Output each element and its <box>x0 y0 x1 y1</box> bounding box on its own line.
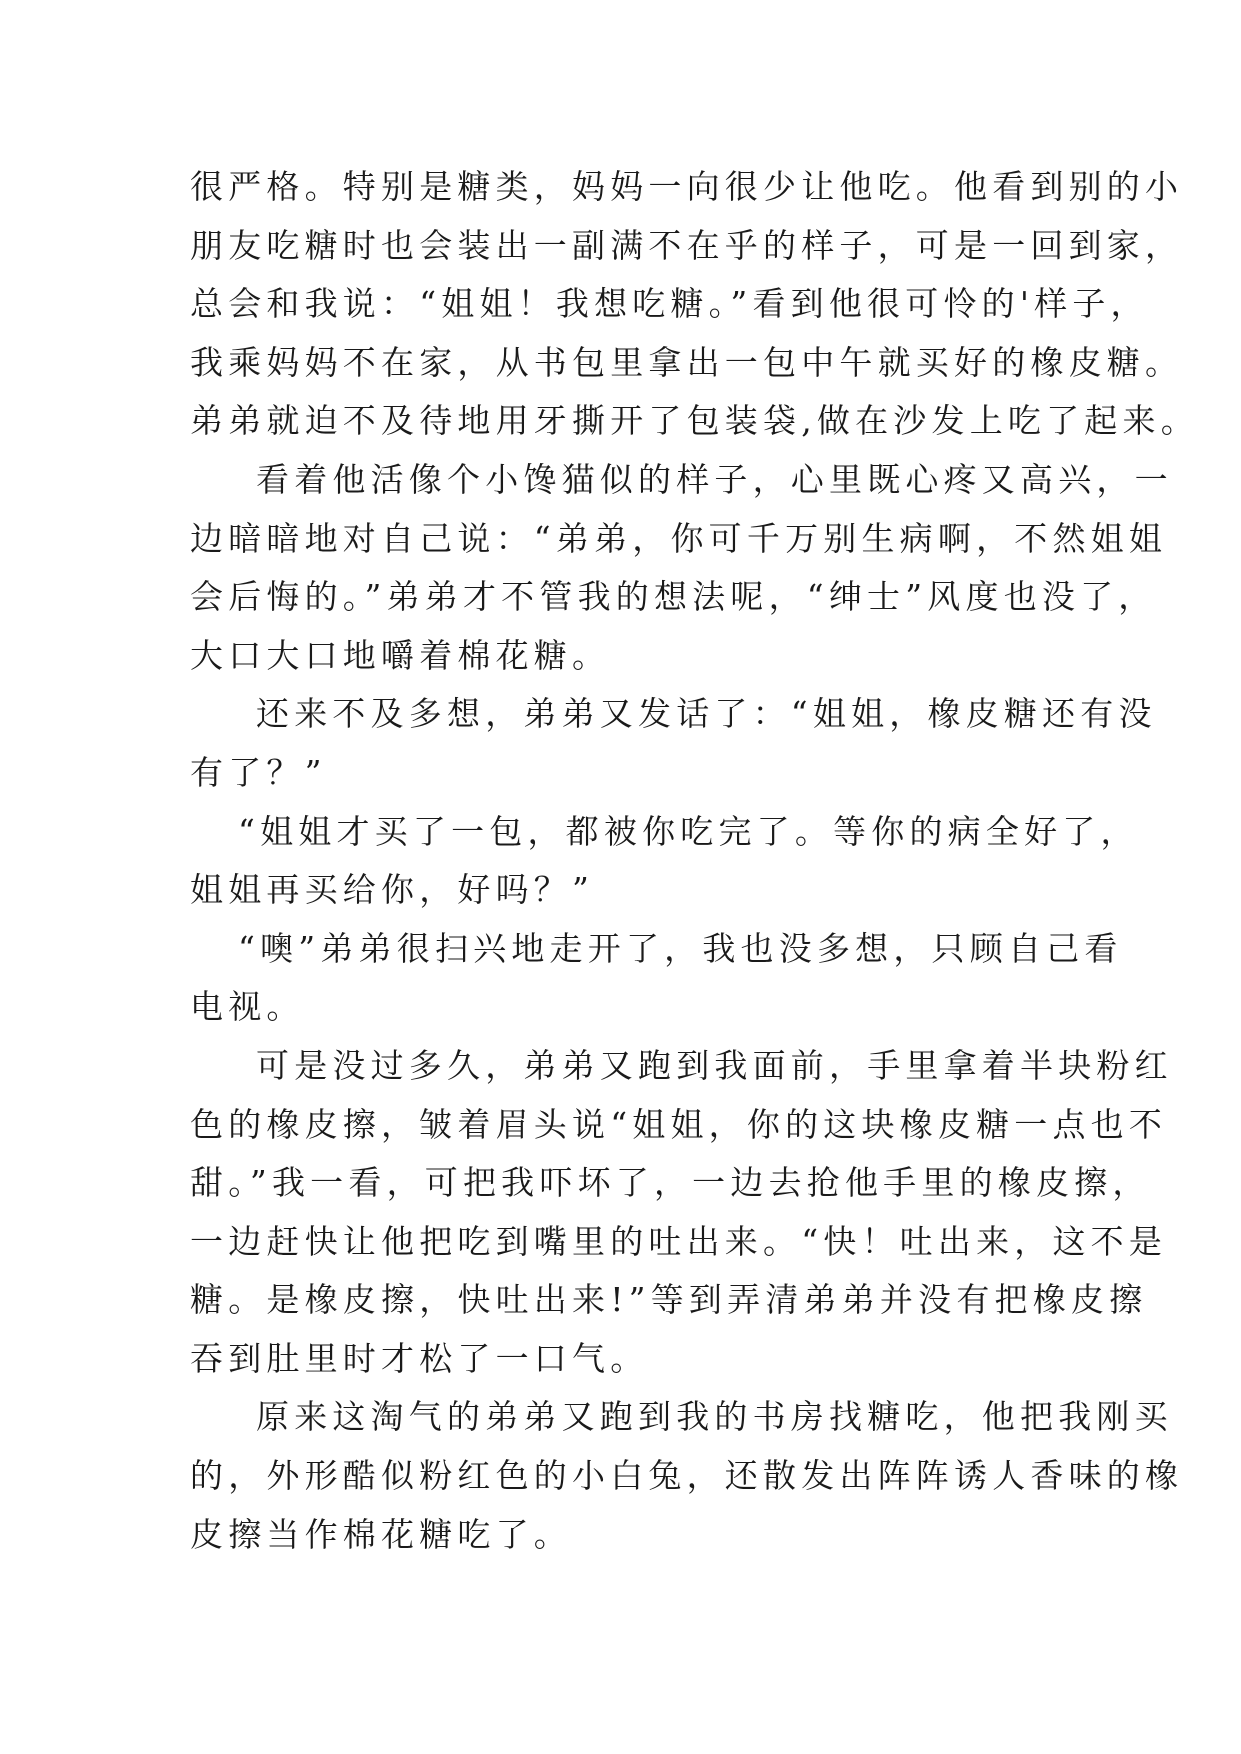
text-line: 一边赶快让他把吃到嘴里的吐出来。“快！吐出来，这不是 <box>190 1221 1168 1261</box>
text-line: 弟弟就迫不及待地用牙撕开了包装袋,做在沙发上吃了起来。 <box>190 401 1199 441</box>
text-line: 的，外形酷似粉红色的小白兔，还散发出阵阵诱人香味的橡 <box>190 1456 1184 1496</box>
paragraph-first-line: 看着他活像个小馋猫似的样子，心里既心疼又高兴，一 <box>256 459 1173 499</box>
text-line: 边暗暗地对自己说：“弟弟，你可千万别生病啊，不然姐姐 <box>190 518 1168 558</box>
text-line: 朋友吃糖时也会装出一副满不在乎的样子，可是一回到家， <box>190 225 1184 265</box>
text-line: 我乘妈妈不在家，从书包里拿出一包中午就买好的橡皮糖。 <box>190 342 1184 382</box>
text-line: 皮擦当作棉花糖吃了。 <box>190 1514 572 1554</box>
text-line: 色的橡皮擦，皱着眉头说“姐姐，你的这块橡皮糖一点也不 <box>190 1104 1168 1144</box>
document-body <box>190 158 1199 1564</box>
paragraph-first-line: 还来不及多想，弟弟又发话了：“姐姐，橡皮糖还有没 <box>256 694 1157 734</box>
paragraph-first-line: 原来这淘气的弟弟又跑到我的书房找糖吃，他把我刚买 <box>256 1397 1173 1437</box>
text-line: 电视。 <box>190 987 305 1027</box>
text-line: 姐姐再买给你，好吗？” <box>190 870 595 910</box>
text-line: 糖。是橡皮擦，快吐出来!”等到弄清弟弟并没有把橡皮擦 <box>190 1280 1148 1320</box>
paragraph-first-line: “噢”弟弟很扫兴地走开了，我也没多想，只顾自己看 <box>238 928 1123 968</box>
text-line: 甜。”我一看，可把我吓坏了，一边去抢他手里的橡皮擦， <box>190 1163 1151 1203</box>
text-line: 总会和我说：“姐姐！我想吃糖。”看到他很可怜的'样子， <box>190 284 1149 324</box>
paragraph-first-line: 可是没过多久，弟弟又跑到我面前，手里拿着半块粉红 <box>256 1045 1173 1085</box>
text-line: 大口大口地嚼着棉花糖。 <box>190 635 611 675</box>
text-line: 很严格。特别是糖类，妈妈一向很少让他吃。他看到别的小 <box>190 167 1184 206</box>
text-line: 有了？” <box>190 752 327 792</box>
paragraph-first-line: “姐姐才买了一包，都被你吃完了。等你的病全好了， <box>238 811 1139 851</box>
text-line: 吞到肚里时才松了一口气。 <box>190 1338 649 1378</box>
text-line: 会后悔的。”弟弟才不管我的想法呢，“绅士”风度也没了， <box>190 577 1157 617</box>
